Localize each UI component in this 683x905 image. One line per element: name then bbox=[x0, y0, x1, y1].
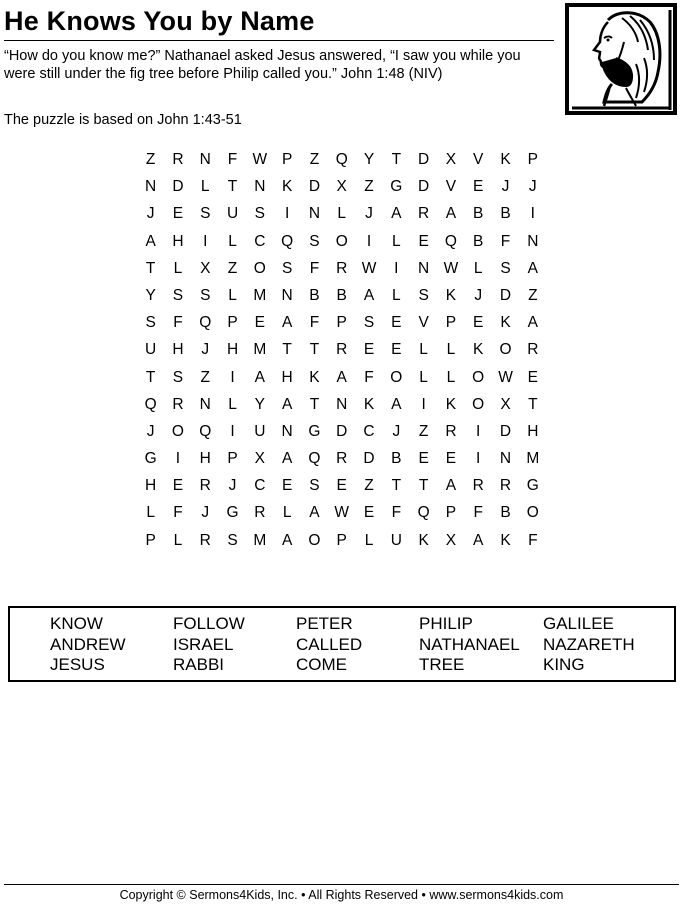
grid-letter: L bbox=[146, 504, 155, 522]
word-list-item: KING bbox=[543, 655, 585, 674]
grid-letter: F bbox=[227, 151, 238, 168]
grid-letter: L bbox=[228, 395, 237, 413]
grid-letter: U bbox=[390, 531, 402, 549]
grid-letter: L bbox=[228, 286, 237, 304]
grid-letter: I bbox=[203, 232, 208, 250]
grid-letter: R bbox=[172, 395, 184, 413]
grid-letter: G bbox=[390, 178, 403, 196]
grid-letter: J bbox=[201, 504, 210, 522]
page-title: He Knows You by Name bbox=[4, 6, 315, 36]
grid-letter: P bbox=[145, 531, 156, 549]
grid-letter: T bbox=[391, 477, 402, 495]
grid-letter: N bbox=[499, 450, 512, 468]
grid-letter: O bbox=[335, 232, 348, 250]
grid-letter: B bbox=[473, 232, 484, 250]
grid-letter: W bbox=[361, 259, 377, 277]
grid-letter: D bbox=[499, 422, 512, 440]
grid-letter: N bbox=[336, 395, 348, 413]
grid-letter: M bbox=[253, 286, 267, 304]
grid-letter: J bbox=[528, 178, 537, 196]
grid-letter: V bbox=[473, 151, 484, 168]
grid-letter: L bbox=[446, 341, 456, 359]
grid-letter: L bbox=[392, 286, 401, 304]
grid-letter: Z bbox=[418, 422, 429, 440]
grid-letter: A bbox=[281, 395, 293, 413]
grid-letter: O bbox=[308, 531, 321, 549]
grid-letter: J bbox=[146, 422, 155, 440]
grid-letter: I bbox=[394, 259, 399, 277]
grid-letter: X bbox=[336, 178, 347, 196]
grid-letter: L bbox=[364, 531, 374, 549]
grid-letter: B bbox=[500, 205, 511, 223]
grid-letter: H bbox=[145, 477, 157, 495]
grid-letter: B bbox=[309, 286, 320, 304]
grid-letter: F bbox=[528, 531, 538, 549]
grid-letter: U bbox=[254, 422, 266, 440]
grid-letter: J bbox=[474, 286, 483, 304]
grid-letter: G bbox=[144, 450, 157, 468]
grid-letter: S bbox=[145, 314, 156, 332]
grid-letter: M bbox=[253, 341, 267, 359]
grid-letter: J bbox=[146, 205, 155, 223]
word-search-grid bbox=[137, 146, 546, 554]
grid-letter: I bbox=[421, 395, 426, 413]
grid-letter: K bbox=[418, 531, 429, 549]
grid-letter: A bbox=[281, 531, 293, 549]
grid-letter: X bbox=[254, 450, 265, 468]
grid-letter: E bbox=[527, 368, 538, 386]
word-list-item: NAZARETH bbox=[543, 634, 635, 654]
grid-letter: Q bbox=[199, 314, 212, 332]
grid-letter: F bbox=[173, 504, 183, 522]
jesus-portrait-icon bbox=[564, 2, 678, 116]
grid-letter: W bbox=[443, 259, 459, 277]
grid-letter: T bbox=[391, 151, 402, 168]
grid-letter: Z bbox=[145, 151, 156, 168]
grid-letter: C bbox=[363, 422, 375, 440]
grid-letter: I bbox=[476, 450, 481, 468]
grid-letter: Z bbox=[200, 368, 210, 386]
grid-letter: D bbox=[336, 422, 348, 440]
grid-letter: B bbox=[391, 450, 402, 468]
grid-letter: N bbox=[254, 178, 266, 196]
grid-letter: R bbox=[336, 341, 348, 359]
grid-letter: D bbox=[308, 178, 321, 196]
grid-letter: T bbox=[282, 341, 292, 359]
grid-letter: G bbox=[226, 504, 239, 522]
grid-letter: H bbox=[199, 450, 211, 468]
word-list-item: TREE bbox=[419, 655, 465, 674]
grid-letter: E bbox=[254, 314, 265, 332]
grid-letter: E bbox=[363, 504, 375, 522]
grid-letter: K bbox=[281, 178, 293, 196]
grid-letter: H bbox=[172, 232, 184, 250]
grid-letter: L bbox=[173, 531, 183, 549]
grid-letter: S bbox=[254, 205, 265, 223]
grid-letter: D bbox=[499, 286, 512, 304]
grid-letter: I bbox=[476, 422, 481, 440]
grid-letter: S bbox=[172, 368, 184, 386]
grid-letter: Z bbox=[528, 286, 538, 304]
grid-letter: R bbox=[418, 205, 430, 223]
grid-letter: Z bbox=[364, 178, 374, 196]
grid-letter: T bbox=[418, 477, 429, 495]
grid-letter: O bbox=[171, 422, 184, 440]
grid-letter: P bbox=[527, 151, 538, 168]
grid-letter: F bbox=[309, 314, 320, 332]
grid-letter: S bbox=[281, 259, 293, 277]
grid-letter: K bbox=[500, 314, 511, 332]
grid-letter: A bbox=[445, 205, 457, 223]
grid-letter: I bbox=[230, 368, 235, 386]
grid-letter: H bbox=[281, 368, 293, 386]
grid-letter: A bbox=[309, 504, 320, 522]
grid-letter: A bbox=[445, 477, 457, 495]
grid-letter: E bbox=[336, 477, 347, 495]
grid-letter: E bbox=[172, 477, 184, 495]
grid-letter: J bbox=[201, 341, 210, 359]
grid-letter: P bbox=[336, 531, 347, 549]
grid-letter: C bbox=[254, 232, 266, 250]
grid-letter: N bbox=[145, 178, 157, 196]
grid-letter: P bbox=[445, 314, 457, 332]
grid-letter: N bbox=[418, 259, 430, 277]
grid-letter: R bbox=[527, 341, 539, 359]
grid-letter: B bbox=[336, 286, 347, 304]
grid-letter: E bbox=[445, 450, 457, 468]
grid-letter: J bbox=[365, 205, 373, 223]
grid-letter: E bbox=[473, 314, 484, 332]
grid-letter: R bbox=[445, 422, 457, 440]
grid-letter: D bbox=[418, 178, 430, 196]
grid-letter: L bbox=[200, 178, 210, 196]
grid-letter: A bbox=[391, 205, 402, 223]
word-list-item: KNOW bbox=[50, 614, 103, 633]
grid-letter: L bbox=[419, 368, 428, 386]
grid-letter: P bbox=[227, 314, 238, 332]
grid-letter: E bbox=[172, 205, 184, 223]
grid-letter: K bbox=[473, 341, 484, 359]
grid-letter: W bbox=[252, 151, 268, 168]
grid-letter: D bbox=[363, 450, 375, 468]
grid-letter: H bbox=[226, 341, 239, 359]
grid-letter: A bbox=[336, 368, 347, 386]
grid-letter: Y bbox=[254, 395, 265, 413]
grid-letter: Q bbox=[281, 232, 294, 250]
grid-letter: A bbox=[473, 531, 484, 549]
grid-letter: F bbox=[391, 504, 402, 522]
grid-letter: K bbox=[363, 395, 375, 413]
grid-letter: E bbox=[473, 178, 484, 196]
grid-letter: A bbox=[281, 450, 293, 468]
grid-letter: Y bbox=[363, 151, 375, 168]
grid-letter: S bbox=[500, 259, 511, 277]
grid-letter: J bbox=[501, 178, 510, 196]
grid-letter: R bbox=[499, 477, 512, 495]
grid-letter: R bbox=[336, 259, 348, 277]
grid-letter: E bbox=[418, 232, 429, 250]
grid-letter: S bbox=[172, 286, 184, 304]
word-list-item: PHILIP bbox=[419, 614, 473, 633]
footer-divider bbox=[4, 884, 679, 885]
word-list-item: CALLED bbox=[296, 634, 363, 654]
grid-letter: U bbox=[226, 205, 239, 223]
grid-letter: X bbox=[200, 259, 211, 277]
grid-letter: O bbox=[390, 368, 403, 386]
grid-letter: S bbox=[309, 477, 320, 495]
grid-letter: I bbox=[284, 205, 290, 223]
puzzle-source: The puzzle is based on John 1:43-51 bbox=[4, 112, 242, 128]
grid-letter: X bbox=[445, 151, 457, 168]
grid-letter: K bbox=[445, 395, 457, 413]
grid-letter: A bbox=[363, 286, 375, 304]
grid-letter: L bbox=[173, 259, 183, 277]
grid-letter: T bbox=[528, 395, 538, 413]
grid-letter: V bbox=[445, 178, 457, 196]
copyright-footer: Copyright © Sermons4Kids, Inc. • All Rights Reserved • www.sermons4kids.com bbox=[119, 888, 564, 902]
grid-letter: A bbox=[527, 259, 538, 277]
grid-letter: A bbox=[281, 314, 293, 332]
grid-letter: L bbox=[419, 341, 428, 359]
grid-letter: N bbox=[199, 151, 211, 168]
grid-letter: T bbox=[309, 341, 320, 359]
grid-letter: E bbox=[391, 314, 402, 332]
grid-letter: T bbox=[145, 259, 156, 277]
grid-letter: O bbox=[472, 395, 485, 413]
grid-letter: R bbox=[254, 504, 266, 522]
grid-letter: E bbox=[363, 341, 375, 359]
grid-letter: E bbox=[391, 341, 402, 359]
grid-letter: I bbox=[530, 205, 535, 223]
grid-letter: E bbox=[418, 450, 429, 468]
title-divider bbox=[4, 40, 554, 41]
grid-letter: L bbox=[282, 504, 292, 522]
grid-letter: Z bbox=[309, 151, 320, 168]
grid-letter: S bbox=[200, 205, 211, 223]
grid-letter: I bbox=[230, 422, 235, 440]
grid-letter: D bbox=[418, 151, 430, 168]
word-list-item: JESUS bbox=[50, 655, 105, 674]
grid-letter: Y bbox=[145, 286, 156, 304]
grid-letter: P bbox=[281, 151, 293, 168]
grid-letter: Z bbox=[364, 477, 374, 495]
grid-letter: A bbox=[145, 232, 156, 250]
grid-letter: T bbox=[145, 368, 156, 386]
grid-letter: I bbox=[366, 232, 372, 250]
grid-letter: P bbox=[445, 504, 457, 522]
grid-letter: M bbox=[526, 450, 540, 468]
grid-letter: Q bbox=[144, 395, 157, 413]
grid-letter: Q bbox=[335, 151, 348, 168]
grid-letter: M bbox=[253, 531, 267, 549]
grid-letter: Q bbox=[417, 504, 430, 522]
grid-letter: X bbox=[500, 395, 511, 413]
grid-letter: I bbox=[175, 450, 181, 468]
word-list-item: GALILEE bbox=[543, 614, 614, 633]
grid-letter: K bbox=[445, 286, 457, 304]
grid-letter: T bbox=[309, 395, 320, 413]
grid-letter: W bbox=[334, 504, 350, 522]
grid-letter: R bbox=[199, 477, 211, 495]
grid-letter: P bbox=[336, 314, 347, 332]
grid-letter: L bbox=[392, 232, 401, 250]
grid-letter: W bbox=[498, 368, 513, 386]
grid-letter: J bbox=[392, 422, 401, 440]
grid-letter: O bbox=[526, 504, 539, 522]
word-list-box bbox=[8, 606, 676, 682]
word-list-item: COME bbox=[296, 655, 347, 674]
grid-letter: A bbox=[254, 368, 265, 386]
grid-letter: F bbox=[364, 368, 374, 386]
grid-letter: L bbox=[228, 232, 237, 250]
grid-letter: O bbox=[253, 259, 266, 277]
grid-letter: Q bbox=[444, 232, 457, 250]
grid-letter: R bbox=[336, 450, 348, 468]
grid-letter: F bbox=[173, 314, 183, 332]
grid-letter: S bbox=[227, 531, 238, 549]
bible-verse: “How do you know me?” Nathanael asked Jesus answered, “I saw you while you were still under the fig tree before Philip called you.” John 1:48 (NIV) bbox=[4, 48, 521, 82]
grid-letter: S bbox=[309, 232, 320, 250]
grid-letter: H bbox=[527, 422, 539, 440]
grid-letter: R bbox=[472, 477, 484, 495]
grid-letter: A bbox=[527, 314, 538, 332]
grid-letter: K bbox=[500, 531, 511, 549]
word-list-item: PETER bbox=[296, 614, 353, 633]
grid-letter: H bbox=[172, 341, 184, 359]
word-list-item: FOLLOW bbox=[173, 614, 245, 633]
grid-letter: N bbox=[199, 395, 211, 413]
word-list-item: NATHANAEL bbox=[419, 634, 520, 654]
word-list-item: ISRAEL bbox=[173, 634, 234, 654]
grid-letter: G bbox=[308, 422, 321, 440]
grid-letter: B bbox=[500, 504, 511, 522]
grid-letter: C bbox=[254, 477, 266, 495]
grid-letter: J bbox=[228, 477, 237, 495]
grid-letter: N bbox=[281, 422, 293, 440]
grid-letter: E bbox=[281, 477, 293, 495]
grid-letter: S bbox=[363, 314, 375, 332]
grid-letter: F bbox=[309, 259, 320, 277]
grid-letter: S bbox=[200, 286, 211, 304]
grid-letter: Q bbox=[199, 422, 212, 440]
grid-letter: G bbox=[526, 477, 539, 495]
grid-letter: L bbox=[446, 368, 456, 386]
grid-letter: O bbox=[499, 341, 512, 359]
grid-letter: F bbox=[500, 232, 511, 250]
grid-letter: R bbox=[172, 151, 184, 168]
grid-letter: T bbox=[227, 178, 238, 196]
grid-letter: L bbox=[337, 205, 347, 223]
grid-letter: P bbox=[227, 450, 238, 468]
word-list-item: RABBI bbox=[173, 655, 225, 674]
grid-letter: K bbox=[500, 151, 511, 168]
word-list-item: ANDREW bbox=[50, 634, 126, 654]
grid-letter: X bbox=[445, 531, 457, 549]
grid-letter: F bbox=[473, 504, 483, 522]
grid-letter: O bbox=[472, 368, 485, 386]
grid-letter: R bbox=[199, 531, 211, 549]
grid-letter: U bbox=[145, 341, 157, 359]
grid-letter: N bbox=[281, 286, 293, 304]
grid-letter: A bbox=[391, 395, 402, 413]
grid-letter: V bbox=[418, 314, 429, 332]
grid-letter: D bbox=[172, 178, 184, 196]
grid-letter: Q bbox=[308, 450, 321, 468]
grid-letter: L bbox=[473, 259, 483, 277]
grid-letter: N bbox=[308, 205, 321, 223]
grid-letter: N bbox=[527, 232, 539, 250]
grid-letter: S bbox=[418, 286, 429, 304]
grid-letter: B bbox=[473, 205, 484, 223]
grid-letter: K bbox=[309, 368, 320, 386]
grid-letter: Z bbox=[227, 259, 238, 277]
